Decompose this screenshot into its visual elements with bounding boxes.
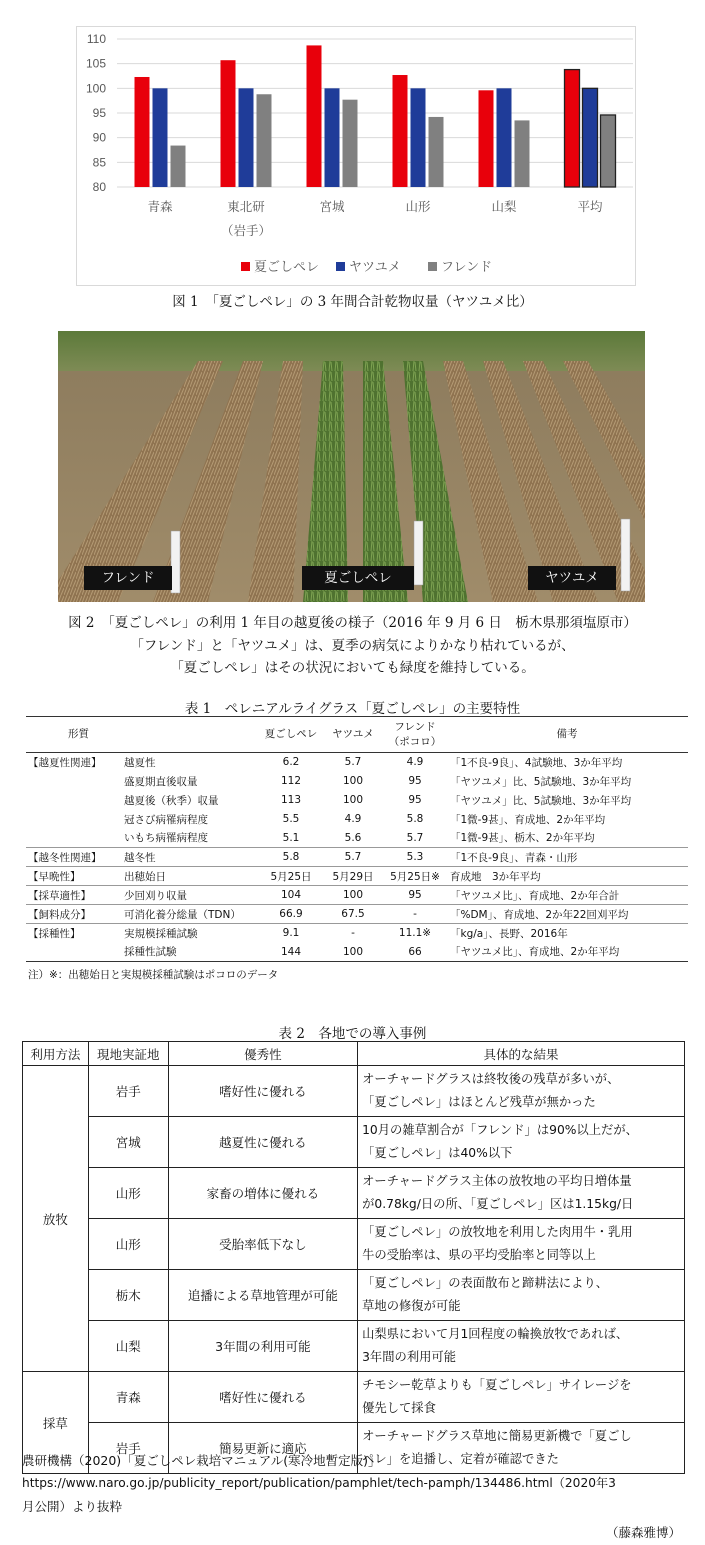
bar-yatsuyume xyxy=(153,88,168,187)
table1-cell-category: 【採草適性】 xyxy=(26,886,122,905)
table1-cell-natsugoshi: 144 xyxy=(260,943,322,962)
table1-cell-friend: 11.1※ xyxy=(384,924,446,943)
bar-yatsuyume xyxy=(411,88,426,187)
header-result: 具体的な結果 xyxy=(358,1042,685,1066)
table2-cell-result xyxy=(358,1168,685,1219)
y-tick-label: 85 xyxy=(92,155,106,170)
table2-row xyxy=(23,1372,685,1423)
table1-cell-note: 「ヤツユメ比」、育成地、2か年平均 xyxy=(446,943,688,962)
table1-cell-friend: 5.3 xyxy=(384,848,446,867)
table1-title: 表 1 ペレニアルライグラス「夏ごしペレ」の主要特性 xyxy=(184,701,521,717)
table2-result-line-2: 優先して採食 xyxy=(362,1401,436,1415)
table2-cell-merit: 越夏性に優れる xyxy=(168,1117,357,1168)
table1-cell-item: 採種性試験 xyxy=(122,943,260,962)
field-photo-image xyxy=(58,331,645,602)
reference-line3: 月公開）より抜粋 xyxy=(22,1499,123,1514)
legend-swatch xyxy=(336,262,345,271)
table1-cell-item: いもち病罹病程度 xyxy=(124,832,208,845)
table1-cell-item: 越夏後（秋季）収量 xyxy=(124,794,219,807)
table1-cell-natsugoshi: 104 xyxy=(260,886,322,905)
table1-cell-yatsuyume: 100 xyxy=(342,775,364,787)
figure1-caption: 図 1 「夏ごしペレ」の 3 年間合計乾物収量（ヤツユメ比） xyxy=(172,294,533,310)
x-tick-label: 青森 xyxy=(147,199,173,214)
table1-row xyxy=(26,886,688,905)
table1-cell-category: 【飼料成分】 xyxy=(26,905,122,924)
header-merit: 優秀性 xyxy=(168,1042,357,1066)
table2-cell-merit: 3年間の利用可能 xyxy=(168,1321,357,1372)
table2-result-line-1: 10月の雑草割合が「フレンド」は90%以上だが、 xyxy=(362,1123,638,1137)
table1-cell-note: 「1微-9甚」、栃木、2か年平均 xyxy=(450,832,595,845)
photo-label-natsugoshi: 夏ごしペレ xyxy=(302,566,414,590)
table1-cell-friend: 95 xyxy=(384,886,446,905)
header-friend-line1: フレンド xyxy=(394,720,436,733)
table2-row xyxy=(23,1219,685,1270)
table1-cell-natsugoshi: 5.8 xyxy=(260,848,322,867)
bar-natsugoshi xyxy=(565,70,580,187)
table1-cell-item: 越夏性 xyxy=(124,756,156,769)
table2-result-line-1: 山梨県において月1回程度の輪換放牧であれば、 xyxy=(362,1327,629,1341)
table1-cell-friend: 5.7 xyxy=(406,831,424,844)
yield-chart xyxy=(76,26,636,286)
table1-cell-item: 少回刈り収量 xyxy=(122,886,260,905)
table2-cell-site: 山梨 xyxy=(88,1321,168,1372)
table1-cell-yatsuyume: 4.9 xyxy=(344,813,362,825)
table2-cell-merit: 家畜の増体に優れる xyxy=(168,1168,357,1219)
table2-cell-merit: 追播による草地管理が可能 xyxy=(168,1270,357,1321)
table2-result-line-2: 牛の受胎率は、県の平均受胎率と同等以上 xyxy=(362,1248,596,1262)
bar-yatsuyume xyxy=(325,88,340,187)
bar-natsugoshi xyxy=(479,90,494,187)
table1-cell-category xyxy=(26,829,122,848)
table1-cell-note: 「%DM」、育成地、2か年22回刈平均 xyxy=(446,905,688,924)
x-tick-label: 平均 xyxy=(577,199,603,214)
table1 xyxy=(26,716,688,962)
reference-line1: 農研機構（2020)「夏ごしペレ栽培マニュアル(寒冷地暫定版)」 xyxy=(22,1453,381,1468)
bar-yatsuyume xyxy=(239,88,254,187)
table1-cell-item: 盛夏期直後収量 xyxy=(124,775,198,788)
header-natsugoshi: 夏ごしペレ xyxy=(260,717,322,753)
table2-result-line-1: オーチャードグラス草地に簡易更新機で「夏ごし xyxy=(362,1429,632,1443)
reference-line2: https://www.naro.go.jp/publicity_report/publication/pamphlet/tech-pamph/134486.html（2020年3 xyxy=(22,1476,616,1490)
table2-title: 表 2 各地での導入事例 xyxy=(278,1026,427,1042)
table1-cell-category xyxy=(26,772,122,791)
table2-result-line-2: ペレ」を追播し、定着が確認できた xyxy=(362,1452,559,1466)
table1-row xyxy=(26,791,688,810)
table1-cell-note: 「ヤツユメ比」、育成地、2か年合計 xyxy=(446,886,688,905)
table2-cell-merit: 嗜好性に優れる xyxy=(168,1372,357,1423)
table1-row xyxy=(26,943,688,962)
table2-cell-result xyxy=(358,1321,685,1372)
table2-row xyxy=(23,1168,685,1219)
table1-cell-natsugoshi: 66.9 xyxy=(260,905,322,924)
table1-cell-note: 育成地 3か年平均 xyxy=(446,867,688,886)
bar-natsugoshi xyxy=(307,45,322,187)
y-tick-label: 80 xyxy=(92,180,106,194)
table2-row xyxy=(23,1117,685,1168)
table1-row xyxy=(26,867,688,886)
table1-cell-friend: 5月25日※ xyxy=(384,867,446,886)
table2-cell-site: 岩手 xyxy=(88,1066,168,1117)
table1-row xyxy=(26,848,688,867)
table1-cell-friend: 5.8 xyxy=(406,813,424,825)
bar-friend xyxy=(257,94,272,187)
table1-cell-friend: 95 xyxy=(408,775,422,787)
table1-cell-category: 【早晩性】 xyxy=(26,867,122,886)
table1-cell-yatsuyume: 5.6 xyxy=(344,831,362,844)
table2-result-line-1: 「夏ごしペレ」の表面散布と蹄耕法により、 xyxy=(362,1276,609,1290)
bar-friend xyxy=(601,115,616,187)
table1-row xyxy=(26,810,688,829)
table1-cell-yatsuyume: 5月29日 xyxy=(322,867,384,886)
table1-cell-yatsuyume: 67.5 xyxy=(322,905,384,924)
table2-result-line-2: 草地の修復が可能 xyxy=(362,1299,461,1313)
table2-result-line-2: 3年間の利用可能 xyxy=(362,1350,457,1364)
table1-row xyxy=(26,924,688,943)
table1-cell-yatsuyume: - xyxy=(322,924,384,943)
header-site: 現地実証地 xyxy=(88,1042,168,1066)
legend-label: 夏ごしペレ xyxy=(254,260,320,275)
x-tick-label: 山形 xyxy=(405,199,431,214)
field-photo xyxy=(58,331,645,602)
bar-natsugoshi xyxy=(135,77,150,187)
bar-natsugoshi xyxy=(221,60,236,187)
header-yatsuyume: ヤツユメ xyxy=(322,717,384,753)
table1-cell-natsugoshi: 6.2 xyxy=(282,756,300,769)
bar-yatsuyume xyxy=(497,88,512,187)
author: （藤森雅博） xyxy=(605,1525,681,1540)
table2-result-line-1: 「夏ごしペレ」の放牧地を利用した肉用牛・乳用 xyxy=(362,1225,633,1239)
y-tick-label: 90 xyxy=(92,130,106,145)
table1-cell-item: 実規模採種試験 xyxy=(122,924,260,943)
table2-row xyxy=(23,1066,685,1117)
header-friend xyxy=(384,717,446,753)
x-tick-label: 山梨 xyxy=(491,199,517,214)
bar-friend xyxy=(515,120,530,187)
y-tick-label: 110 xyxy=(86,32,106,46)
table1-cell-item: 越冬性 xyxy=(122,848,260,867)
bar-natsugoshi xyxy=(393,75,408,187)
table1-cell-yatsuyume: 100 xyxy=(342,794,364,806)
header-method: 利用方法 xyxy=(23,1042,89,1066)
table2-result-line-2: 「夏ごしペレ」はほとんど残草が無かった xyxy=(362,1095,596,1109)
x-tick-label: 東北研 xyxy=(227,199,265,214)
table1-cell-category: 【越夏性関連】 xyxy=(28,756,102,769)
table1-cell-item: 冠さび病罹病程度 xyxy=(124,813,208,826)
legend-label: フレンド xyxy=(441,260,493,275)
table1-cell-yatsuyume: 5.7 xyxy=(344,756,362,769)
legend-swatch xyxy=(428,262,437,271)
table2-row xyxy=(23,1321,685,1372)
bar-friend xyxy=(429,117,444,187)
table2-result-line-2: 「夏ごしペレ」は40%以下 xyxy=(362,1146,513,1160)
table2-cell-merit: 簡易更新に適応 xyxy=(168,1423,357,1474)
table1-cell-friend: - xyxy=(384,905,446,924)
table1-cell-category xyxy=(26,810,122,829)
table2-cell-site: 宮城 xyxy=(88,1117,168,1168)
table1-cell-category: 【採種性】 xyxy=(26,924,122,943)
legend-label: ヤツユメ xyxy=(349,260,401,275)
table2-cell-result xyxy=(358,1219,685,1270)
table1-cell-friend: 4.9 xyxy=(406,756,424,769)
table2-cell-site: 山形 xyxy=(88,1219,168,1270)
table2-result-line-1: オーチャードグラス主体の放牧地の平均日増体量 xyxy=(362,1174,632,1188)
table1-cell-note: 「1不良-9良」、4試験地、3か年平均 xyxy=(450,756,623,769)
bar-friend xyxy=(343,100,358,187)
table1-body xyxy=(26,753,688,962)
table1-cell-category xyxy=(26,943,122,962)
figure2-caption-line2: 「フレンド」と「ヤツユメ」は、夏季の病気によりかなり枯れているが、 xyxy=(130,638,575,654)
table2-cell-site: 栃木 xyxy=(88,1270,168,1321)
table1-cell-natsugoshi: 113 xyxy=(280,794,302,806)
table2-result-line-2: が0.78kg/日の所、「夏ごしペレ」区は1.15kg/日 xyxy=(362,1197,634,1211)
table2-cell-site: 青森 xyxy=(88,1372,168,1423)
table1-cell-natsugoshi: 112 xyxy=(280,775,302,787)
group-hay: 採草 xyxy=(23,1372,89,1474)
table2-result-line-1: チモシー乾草よりも「夏ごしペレ」サイレージを xyxy=(362,1378,632,1392)
table2 xyxy=(22,1041,685,1474)
table2-header-row xyxy=(23,1042,685,1066)
table2-cell-result xyxy=(358,1270,685,1321)
header-friend-line2: （ポコロ） xyxy=(388,735,442,748)
photo-label-yatsuyume: ヤツユメ xyxy=(528,566,616,590)
x-tick-label: 宮城 xyxy=(319,199,345,214)
bar-friend xyxy=(171,146,186,187)
table1-row xyxy=(26,829,688,848)
x-tick-label: （岩手） xyxy=(220,223,272,238)
table1-cell-yatsuyume: 100 xyxy=(322,943,384,962)
table1-row xyxy=(26,905,688,924)
figure2-caption-line3: 「夏ごしペレ」はその状況においても緑度を維持している。 xyxy=(170,660,535,676)
legend-swatch xyxy=(241,262,250,271)
table1-header-row xyxy=(26,717,688,753)
photo-label-friend: フレンド xyxy=(84,566,172,590)
table1-cell-natsugoshi: 5.1 xyxy=(282,831,300,844)
bar-yatsuyume xyxy=(583,88,598,187)
table1-cell-friend: 66 xyxy=(384,943,446,962)
table1-cell-natsugoshi: 9.1 xyxy=(260,924,322,943)
table2-cell-result xyxy=(358,1117,685,1168)
table1-cell-note: 「1微-9甚」、育成地、2か年平均 xyxy=(450,813,606,826)
table1-cell-natsugoshi: 5月25日 xyxy=(260,867,322,886)
figure2-caption-line1: 図 2 「夏ごしペレ」の利用 1 年目の越夏後の様子（2016 年 9 月 6 日 栃木県那須塩原市） xyxy=(68,615,637,631)
table2-cell-merit: 嗜好性に優れる xyxy=(168,1066,357,1117)
table2-cell-site: 山形 xyxy=(88,1168,168,1219)
table1-cell-note: 「kg/a」、長野、2016年 xyxy=(446,924,688,943)
table1-row xyxy=(26,772,688,791)
table1-cell-category xyxy=(26,791,122,810)
table2-cell-result xyxy=(358,1066,685,1117)
table1-row xyxy=(26,753,688,772)
table1-cell-note: 「ヤツユメ」比、5試験地、3か年平均 xyxy=(450,775,632,788)
table2-cell-result xyxy=(358,1372,685,1423)
table2-body xyxy=(23,1066,685,1474)
table1-cell-item: 可消化養分総量（TDN） xyxy=(122,905,260,924)
yield-chart-svg xyxy=(77,27,637,287)
table1-cell-item: 出穂始日 xyxy=(122,867,260,886)
table1-cell-note: 「ヤツユメ」比、5試験地、3か年平均 xyxy=(450,794,632,807)
header-trait: 形質 xyxy=(26,717,260,753)
table2-cell-merit: 受胎率低下なし xyxy=(168,1219,357,1270)
table1-cell-friend: 95 xyxy=(408,794,422,806)
table1-cell-yatsuyume: 5.7 xyxy=(322,848,384,867)
table2-result-line-1: オーチャードグラスは終牧後の残草が多いが、 xyxy=(362,1072,620,1086)
table1-footnote: 注）※：出穂始日と実規模採種試験はポコロのデータ xyxy=(28,969,279,981)
y-tick-label: 100 xyxy=(85,81,106,96)
table1-cell-note: 「1不良-9良」、青森・山形 xyxy=(446,848,688,867)
table1-cell-natsugoshi: 5.5 xyxy=(282,813,300,825)
y-tick-label: 95 xyxy=(92,106,106,120)
y-tick-label: 105 xyxy=(85,56,106,71)
table2-cell-site: 岩手 xyxy=(88,1423,168,1474)
table1-cell-yatsuyume: 100 xyxy=(322,886,384,905)
header-note: 備考 xyxy=(446,717,688,753)
table2-cell-result xyxy=(358,1423,685,1474)
table1-cell-category: 【越冬性関連】 xyxy=(26,848,122,867)
table2-row xyxy=(23,1270,685,1321)
group-grazing: 放牧 xyxy=(23,1066,89,1372)
